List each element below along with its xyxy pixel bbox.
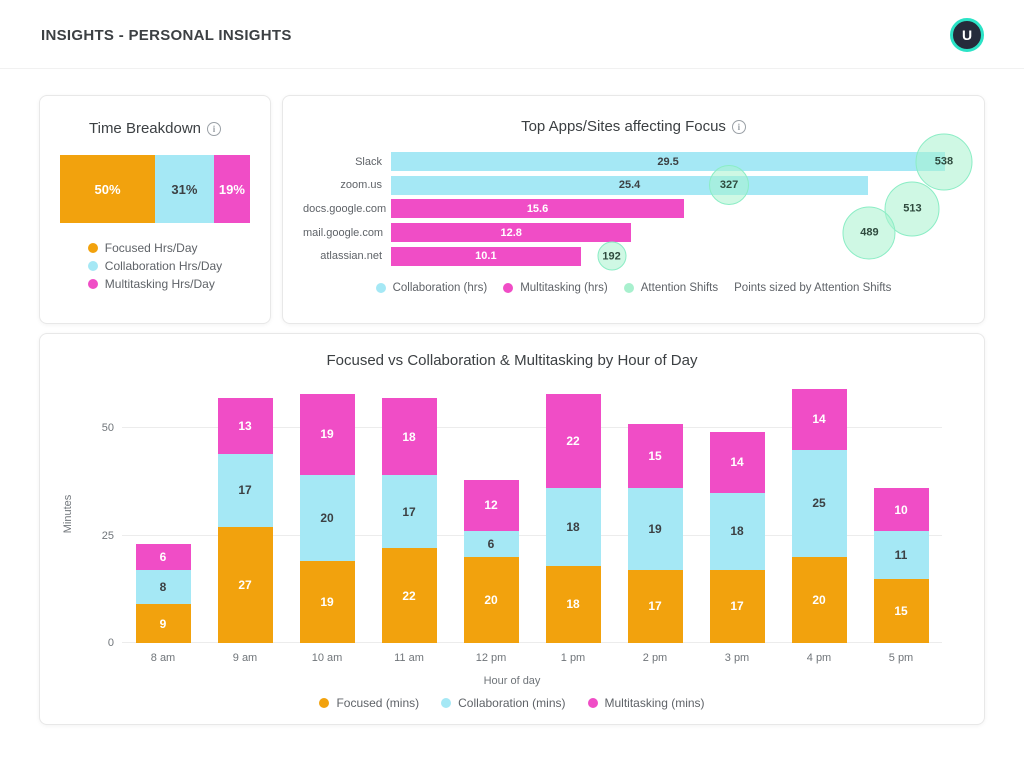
y-tick-label: 0 xyxy=(107,637,114,649)
hour-column xyxy=(696,385,778,664)
bar-segment-focused[interactable] xyxy=(382,548,437,643)
x-tick-label: 4 pm xyxy=(806,652,832,664)
time-breakdown-card xyxy=(39,95,271,324)
y-tick-label: 25 xyxy=(101,529,114,542)
hour-column xyxy=(286,385,368,664)
hourly-bars-area xyxy=(122,385,942,664)
hourly-chart-title xyxy=(64,352,960,369)
segment-value-label: 22 xyxy=(566,433,580,448)
x-tick-label: 5 pm xyxy=(888,652,914,664)
attention-shifts-bubble[interactable] xyxy=(843,206,896,259)
bar-segment-collaboration[interactable] xyxy=(628,488,683,570)
legend-label: Focused (mins) xyxy=(336,696,420,710)
user-avatar[interactable] xyxy=(950,18,984,52)
segment-value-label: 19 xyxy=(320,427,334,442)
bar-segment-multitasking[interactable] xyxy=(300,394,355,476)
bar-segment-focused[interactable] xyxy=(218,527,273,643)
legend-label: Multitasking (mins) xyxy=(604,696,705,710)
app-bar-track xyxy=(391,223,964,242)
legend-item[interactable] xyxy=(88,277,222,291)
bubble-value-label: 538 xyxy=(934,155,954,168)
x-axis-title: Hour of day xyxy=(483,675,541,687)
legend-dot xyxy=(88,243,98,253)
x-tick-label: 1 pm xyxy=(560,652,586,664)
hourly-chart-card xyxy=(39,333,985,725)
segment-value-label: 6 xyxy=(159,550,167,565)
segment-value-label: 10 xyxy=(894,502,908,517)
legend-dot xyxy=(88,279,98,289)
app-row xyxy=(303,221,964,245)
time-breakdown-title xyxy=(60,120,250,137)
segment-value-label: 11 xyxy=(894,547,908,562)
bar-segment-focused[interactable] xyxy=(136,604,191,643)
segment-value-label: 14 xyxy=(812,412,826,427)
legend-label: Collaboration Hrs/Day xyxy=(104,259,223,273)
top-apps-legend xyxy=(303,282,964,294)
bar-segment-collaboration[interactable] xyxy=(300,475,355,561)
segment-value-label: 17 xyxy=(238,483,252,498)
hour-column xyxy=(450,385,532,664)
segment-value-label: 17 xyxy=(730,599,744,614)
bar-segment-focused[interactable] xyxy=(710,570,765,643)
legend-item[interactable] xyxy=(441,696,565,710)
bar-segment-focused[interactable] xyxy=(464,557,519,643)
bar-segment-collaboration[interactable] xyxy=(792,450,847,558)
segment-value-label: 27 xyxy=(238,577,252,592)
stacked-bar-11am[interactable] xyxy=(382,398,437,643)
bar-value-label: 10.1 xyxy=(475,250,497,263)
segment-value-label: 17 xyxy=(402,504,416,519)
legend-dot xyxy=(503,283,513,293)
top-apps-chart xyxy=(303,150,964,268)
segment-value-label: 19% xyxy=(218,181,245,197)
app-hours-bar[interactable] xyxy=(391,223,631,242)
segment-value-label: 8 xyxy=(159,580,167,595)
top-apps-title xyxy=(303,118,964,135)
bubble-value-label: 327 xyxy=(719,179,739,192)
segment-value-label: 18 xyxy=(566,519,580,534)
segment-value-label: 18 xyxy=(402,429,416,444)
stacked-bar-5pm[interactable] xyxy=(874,488,929,643)
legend-label: Attention Shifts xyxy=(640,281,719,294)
time-breakdown-segment-focused[interactable] xyxy=(60,155,155,223)
time-breakdown-segment-collaboration[interactable] xyxy=(155,155,214,223)
segment-value-label: 9 xyxy=(159,616,167,631)
bar-segment-multitasking[interactable] xyxy=(628,424,683,489)
app-bar-track xyxy=(391,176,964,195)
bar-value-label: 15.6 xyxy=(526,202,549,215)
x-tick-label: 12 pm xyxy=(475,652,507,664)
time-breakdown-segment-multitasking[interactable] xyxy=(214,155,250,223)
bar-segment-focused[interactable] xyxy=(546,566,601,643)
stacked-bar-2pm[interactable] xyxy=(628,424,683,643)
time-breakdown-legend xyxy=(88,241,222,291)
app-row xyxy=(303,174,964,198)
hourly-chart-legend xyxy=(64,696,960,710)
hourly-chart-title-text: Focused vs Collaboration & Multitasking by Hour of Day xyxy=(326,352,698,369)
app-row xyxy=(303,150,964,174)
legend-item[interactable] xyxy=(88,259,222,273)
info-icon[interactable]: i xyxy=(732,120,746,134)
page-header xyxy=(0,0,1024,69)
segment-value-label: 15 xyxy=(894,603,908,618)
legend-dot xyxy=(376,283,386,293)
legend-dot xyxy=(88,261,98,271)
app-hours-bar[interactable] xyxy=(391,152,945,171)
bar-segment-collaboration[interactable] xyxy=(382,475,437,548)
segment-value-label: 20 xyxy=(320,511,334,526)
x-tick-label: 10 am xyxy=(311,652,343,664)
segment-value-label: 20 xyxy=(812,593,826,607)
x-tick-label: 2 pm xyxy=(642,652,668,664)
bar-segment-multitasking[interactable] xyxy=(218,398,273,454)
bar-value-label: 12.8 xyxy=(500,226,522,239)
stacked-bar-4pm[interactable] xyxy=(792,389,847,643)
segment-value-label: 50% xyxy=(94,181,121,197)
info-icon[interactable]: i xyxy=(207,122,221,136)
app-bar-track xyxy=(391,152,964,171)
legend-dot xyxy=(441,698,451,708)
bar-segment-collaboration[interactable] xyxy=(710,493,765,570)
segment-value-label: 18 xyxy=(566,597,580,612)
bar-segment-collaboration[interactable] xyxy=(546,488,601,565)
bar-segment-collaboration[interactable] xyxy=(218,454,273,527)
avatar-initial: U xyxy=(961,27,973,43)
bar-segment-multitasking[interactable] xyxy=(792,389,847,449)
legend-item[interactable] xyxy=(503,282,608,294)
bubble-value-label: 489 xyxy=(860,226,879,239)
bar-segment-multitasking[interactable] xyxy=(546,394,601,489)
attention-shifts-bubble[interactable] xyxy=(709,165,749,205)
hour-column xyxy=(204,385,286,664)
stacked-bar-12pm[interactable] xyxy=(464,480,519,643)
points-sized-note: Points sized by Attention Shifts xyxy=(734,281,892,294)
y-axis-title: Minutes xyxy=(62,494,74,534)
legend-label: Focused Hrs/Day xyxy=(104,241,198,255)
segment-value-label: 25 xyxy=(812,496,826,511)
attention-shifts-bubble[interactable] xyxy=(915,133,972,190)
bar-segment-collaboration[interactable] xyxy=(874,531,929,578)
bar-segment-focused[interactable] xyxy=(628,570,683,643)
segment-value-label: 31% xyxy=(171,181,198,197)
legend-label: Multitasking (hrs) xyxy=(520,281,608,294)
segment-value-label: 6 xyxy=(487,537,495,552)
stacked-bar-3pm[interactable] xyxy=(710,432,765,643)
stacked-bar-9am[interactable] xyxy=(218,398,273,643)
app-name-label: zoom.us xyxy=(340,179,382,192)
segment-value-label: 20 xyxy=(484,593,498,607)
hour-column xyxy=(860,385,942,664)
segment-value-label: 18 xyxy=(730,524,744,539)
hour-column xyxy=(614,385,696,664)
bar-value-label: 25.4 xyxy=(618,179,641,192)
bar-segment-collaboration[interactable] xyxy=(136,570,191,604)
bar-segment-collaboration[interactable] xyxy=(464,531,519,557)
hour-column xyxy=(778,385,860,664)
stacked-bar-10am[interactable] xyxy=(300,394,355,643)
legend-item[interactable] xyxy=(319,696,419,710)
x-tick-label: 11 am xyxy=(394,652,424,664)
hour-column xyxy=(122,385,204,664)
top-apps-card xyxy=(282,95,985,324)
top-apps-title-text: Top Apps/Sites affecting Focus xyxy=(521,118,726,135)
time-breakdown-title-text: Time Breakdown xyxy=(89,120,201,137)
legend-dot xyxy=(319,698,329,708)
segment-value-label: 17 xyxy=(648,599,662,614)
legend-item[interactable] xyxy=(624,282,718,294)
app-name-label: mail.google.com xyxy=(303,226,384,239)
app-hours-bar[interactable] xyxy=(391,176,868,195)
x-tick-label: 3 pm xyxy=(724,652,750,664)
segment-value-label: 14 xyxy=(730,455,744,470)
bar-segment-multitasking[interactable] xyxy=(710,432,765,492)
bar-segment-focused[interactable] xyxy=(874,579,929,644)
app-hours-bar[interactable] xyxy=(391,247,581,266)
segment-value-label: 13 xyxy=(238,418,252,433)
bar-segment-multitasking[interactable] xyxy=(874,488,929,531)
segment-value-label: 22 xyxy=(402,588,416,603)
legend-dot xyxy=(624,283,634,293)
bar-segment-focused[interactable] xyxy=(792,557,847,643)
stacked-bar-1pm[interactable] xyxy=(546,394,601,643)
x-tick-label: 8 am xyxy=(150,652,176,664)
bar-segment-multitasking[interactable] xyxy=(136,544,191,570)
dashboard-content xyxy=(0,69,1024,725)
legend-item[interactable] xyxy=(88,241,222,255)
top-cards-row xyxy=(39,95,985,324)
page-title: INSIGHTS - PERSONAL INSIGHTS xyxy=(41,26,292,44)
legend-item[interactable] xyxy=(588,696,705,710)
x-tick-label: 9 am xyxy=(232,652,258,664)
hour-column xyxy=(532,385,614,664)
segment-value-label: 19 xyxy=(648,522,662,537)
legend-dot xyxy=(588,698,598,708)
hour-column xyxy=(368,385,450,664)
segment-value-label: 19 xyxy=(320,595,334,610)
app-name-label: atlassian.net xyxy=(320,250,382,263)
bar-segment-multitasking[interactable] xyxy=(382,398,437,475)
stacked-bar-8am[interactable] xyxy=(136,544,191,643)
bubble-value-label: 192 xyxy=(602,250,621,263)
legend-label: Collaboration (mins) xyxy=(458,696,566,710)
app-hours-bar[interactable] xyxy=(391,199,684,218)
time-breakdown-stacked-bar xyxy=(60,155,250,223)
segment-value-label: 12 xyxy=(484,498,498,513)
y-tick-label: 50 xyxy=(101,422,114,434)
app-name-label: docs.google.com xyxy=(303,202,387,215)
bubble-value-label: 513 xyxy=(903,202,922,215)
legend-label: Collaboration (hrs) xyxy=(392,281,488,294)
segment-value-label: 15 xyxy=(648,448,662,463)
hourly-chart-plot xyxy=(62,385,942,664)
legend-label: Multitasking Hrs/Day xyxy=(104,277,215,291)
bar-segment-focused[interactable] xyxy=(300,561,355,643)
bar-segment-multitasking[interactable] xyxy=(464,480,519,532)
bar-value-label: 29.5 xyxy=(657,155,679,168)
attention-shifts-bubble[interactable] xyxy=(597,242,626,271)
app-name-label: Slack xyxy=(355,155,382,168)
legend-item[interactable] xyxy=(376,282,488,294)
